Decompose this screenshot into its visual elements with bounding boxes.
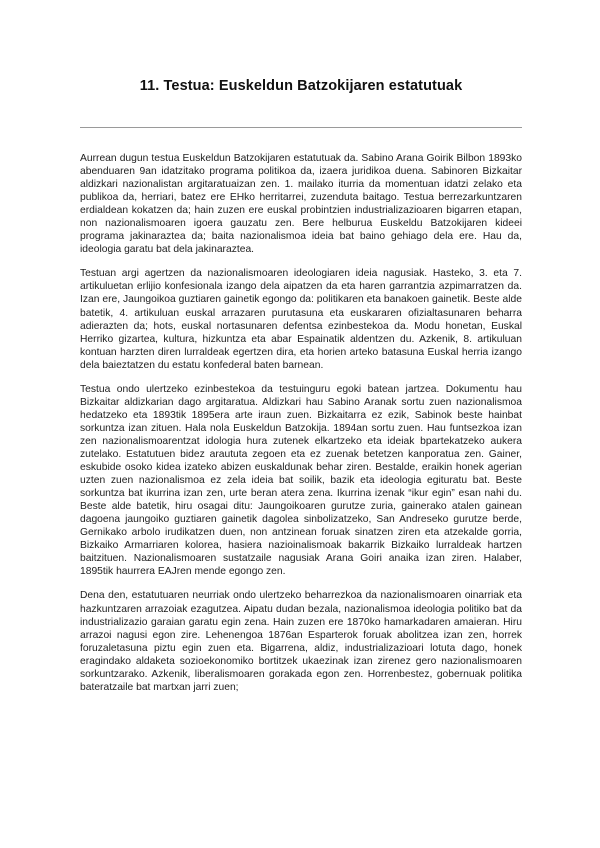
document-title: 11. Testua: Euskeldun Batzokijaren estatutuak xyxy=(139,78,463,94)
title-divider xyxy=(80,127,522,128)
document-body xyxy=(80,152,522,694)
paragraph-1: Aurrean dugun testua Euskeldun Batzokijaren estatutuak da. Sabino Arana Goirik Bilbon 1893ko abenduaren 9an idatzitako programa politikoa da, izaera juridikoa duena. Sabinoren Bizkaitar aldizkari nazionalistan argitaratuaizan zen. 1. mailako iturria da momentuan idatzi zelako eta publikoa da, herriari, batez ere EHko herritarrei, zuzenduta baitago. Testua berrezarkuntzaren erdialdean kokatzen da; hain zuzen ere euskal probintzien industrializazioaren bigarren etapan, non nazionalismoaren igoera gauzatu zen. Bere helburua Euskeldu Batzokijaren kideei programa jakinaraztea da; baita nazionalismoa ideia bat baino gehiago dela ere. Hau da, ideologia garatu bat dela jakinaraztea. xyxy=(80,153,522,256)
paragraph-3: Testua ondo ulertzeko ezinbestekoa da testuinguru egoki batean jartzea. Dokumentu hau Bizkaitar aldizkarian dago argitaratua. Aldizkari hau Sabino Aranak sortu zuen nazionalismoa hedatzeko eta 1893tik 1895era arte iraun zuen. Bizkaitarra ez ezik, Sabinok beste hainbat sorkuntza izan zituen. Hala nola Euskeldun Batzokija. 1894an sortu zuen. Hau funtsezkoa izan zen nazionalismoarentzat idologia hura zutenek elkartzeko eta ideiak bpartekatzeko aukera zutelako. Estatutuen bidez araututa zegoen eta ez zuenak betetzen kanporatua zen. Gainer, eskubide osoko kidea izateko abizen euskaldunak behar ziren. Bestalde, eraikin honek agerian uzten zuen nazionalismoa ez zela ideia bat soilik, bazik eta ideologia egituratu bat. Beste sorkuntza bat ikurrina izan zen, urte beran atera zena. Ikurrina izenak “ikur egin” esan nahi du. Beste alde batetik, hiru osagai ditu: Jaungoikoaren gurutze zuria, gainerako atalen gainean dagoena jaungoiko guztiaren gainetik dagolea sinbolizatzeko, San Andreseko gurutze berde, Gernikako arbolo irudikatzen duen, non antzinean foruak sinatzen ziren eta atzekalde gorria, Bizkaiko Armarriaren kolorea, hasiera nazioinalismoak bakarrik Bizkaiko lurraldeak hartzen baitzituen. Nazionalismoaren sustatzaile nagusiak Arana Goiri anaika izan ziren. Halaber, 1895tik haurrera EAJren mende egongo zen. xyxy=(80,383,522,578)
paragraph-4: Dena den, estatutuaren neurriak ondo ulertzeko beharrezkoa da nazionalismoaren oinarriak eta hazkuntzaren arrazoiak ezagutzea. Aipatu dudan bezala, nazionalismoa ideologia politiko bat da industrializazio garaian garatu egin zena. Hain zuzen ere 1870ko hamarkadaren amaieran. Hiru arrazoi nagusi egon zire. Lehenengoa 1876an Esparterok foruak abolitzea izan zen, horrek foruzaletasuna piztu egin zuen eta. Bigarrena, aldiz, industrializazioari lotuta dago, honek eragindako aldaketa sozioekonomiko bortitzek ukaezinak izan zirenez gero nazionalismoaren sorkuntzarako. Azkenik, liberalismoaren gorakada egon zen. Horrenbestez, gobernuak politika bateratzaile bat martxan jarri zuen; xyxy=(80,590,522,693)
paragraph-2: Testuan argi agertzen da nazionalismoaren ideologiaren ideia nagusiak. Hasteko, 3. eta 7. artikuluetan erlijio konfesionala izango dela aipatzen da eta haren garrantzia azpimarratzen da. Izan ere, Jaungoikoa guztiaren gainetik egongo da: politikaren eta banakoen gainetik. Beste alde batetik, 4. artikuluan euskal arrazaren purutasuna eta euskararen ofizialtasunaren beharra adierazten da; hots, euskal nortasunaren defentsa ezinbestekoa da. Modu honetan, Euskal Herriko gizartea, kultura, hizkuntza eta abar Espainatik aldentzen du. Azkenik, 8. artikuluan kontuan harzten diren lurraldeak egertzen dira, eta horien arteko batasuna Euskal herria izango dela baieztatzen du estatu konfederal baten barnean. xyxy=(80,268,522,371)
